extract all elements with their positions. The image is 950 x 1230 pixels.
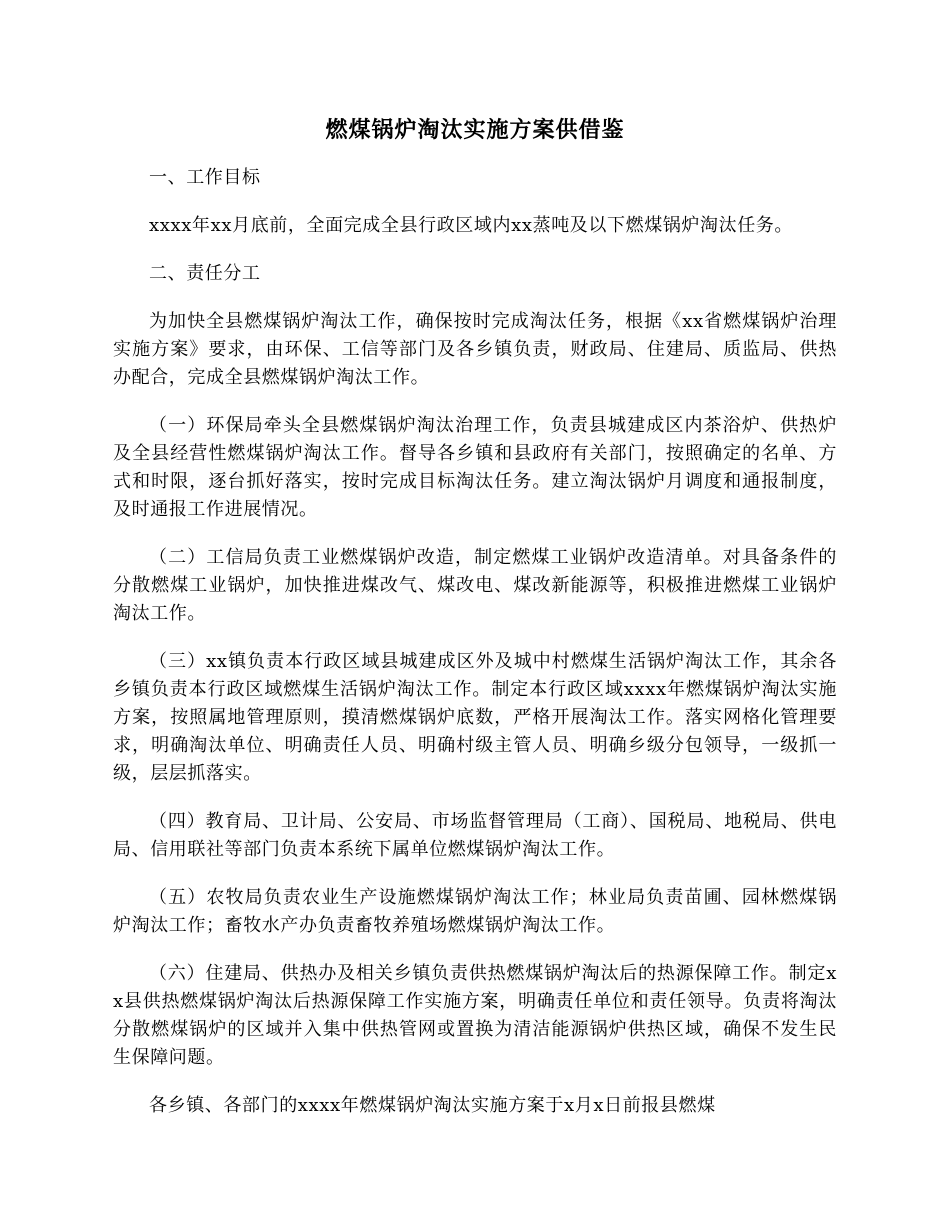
paragraph-item-1: （一）环保局牵头全县燃煤锅炉淘汰治理工作，负责县城建成区内茶浴炉、供热炉及全县经营性燃煤锅炉淘汰工作。督导各乡镇和县政府有关部门，按照确定的名单、方式和时限，逐台抓好落实，按时完成目标淘汰任务。建立淘汰锅炉月调度和通报制度，及时通报工作进展情况。 bbox=[113, 415, 837, 520]
paragraph-responsibility-intro: 为加快全县燃煤锅炉淘汰工作，确保按时完成淘汰任务，根据《xx省燃煤锅炉治理实施方案》要求，由环保、工信等部门及各乡镇负责，财政局、住建局、质监局、供热办配合，完成全县燃煤锅炉淘汰工作。 bbox=[113, 311, 837, 388]
paragraph-item-6: （六）住建局、供热办及相关乡镇负责供热燃煤锅炉淘汰后的热源保障工作。制定xx县供热燃煤锅炉淘汰后热源保障工作实施方案，明确责任单位和责任领导。负责将淘汰分散燃煤锅炉的区域并入集中供热管网或置换为清洁能源锅炉供热区域，确保不发生民生保障问题。 bbox=[113, 963, 837, 1068]
paragraph-goal-target: xxxx年xx月底前，全面完成全县行政区域内xx蒸吨及以下燃煤锅炉淘汰任务。 bbox=[149, 215, 794, 236]
paragraph-closing: 各乡镇、各部门的xxxx年燃煤锅炉淘汰实施方案于x月x日前报县燃煤 bbox=[149, 1095, 716, 1116]
paragraph-item-2: （二）工信局负责工业燃煤锅炉改造，制定燃煤工业锅炉改造清单。对具备条件的分散燃煤工业锅炉，加快推进煤改气、煤改电、煤改新能源等，积极推进燃煤工业锅炉淘汰工作。 bbox=[113, 547, 837, 624]
paragraph-item-3: （三）xx镇负责本行政区域县城建成区外及城中村燃煤生活锅炉淘汰工作，其余各乡镇负责本行政区域燃煤生活锅炉淘汰工作。制定本行政区域xxxx年燃煤锅炉淘汰实施方案，按照属地管理原则，摸清燃煤锅炉底数，严格开展淘汰工作。落实网格化管理要求，明确淘汰单位、明确责任人员、明确村级主管人员、明确乡级分包领导，一级抓一级，层层抓落实。 bbox=[113, 651, 837, 784]
paragraph-item-5: （五）农牧局负责农业生产设施燃煤锅炉淘汰工作；林业局负责苗圃、园林燃煤锅炉淘汰工作；畜牧水产办负责畜牧养殖场燃煤锅炉淘汰工作。 bbox=[113, 887, 837, 936]
document-title: 燃煤锅炉淘汰实施方案供借鉴 bbox=[325, 117, 625, 143]
section-heading-responsibilities: 二、责任分工 bbox=[149, 263, 261, 284]
paragraph-item-4: （四）教育局、卫计局、公安局、市场监督管理局（工商）、国税局、地税局、供电局、信用联社等部门负责本系统下属单位燃煤锅炉淘汰工作。 bbox=[113, 811, 837, 860]
section-heading-goals: 一、工作目标 bbox=[149, 167, 261, 188]
document-body bbox=[113, 164, 837, 1140]
